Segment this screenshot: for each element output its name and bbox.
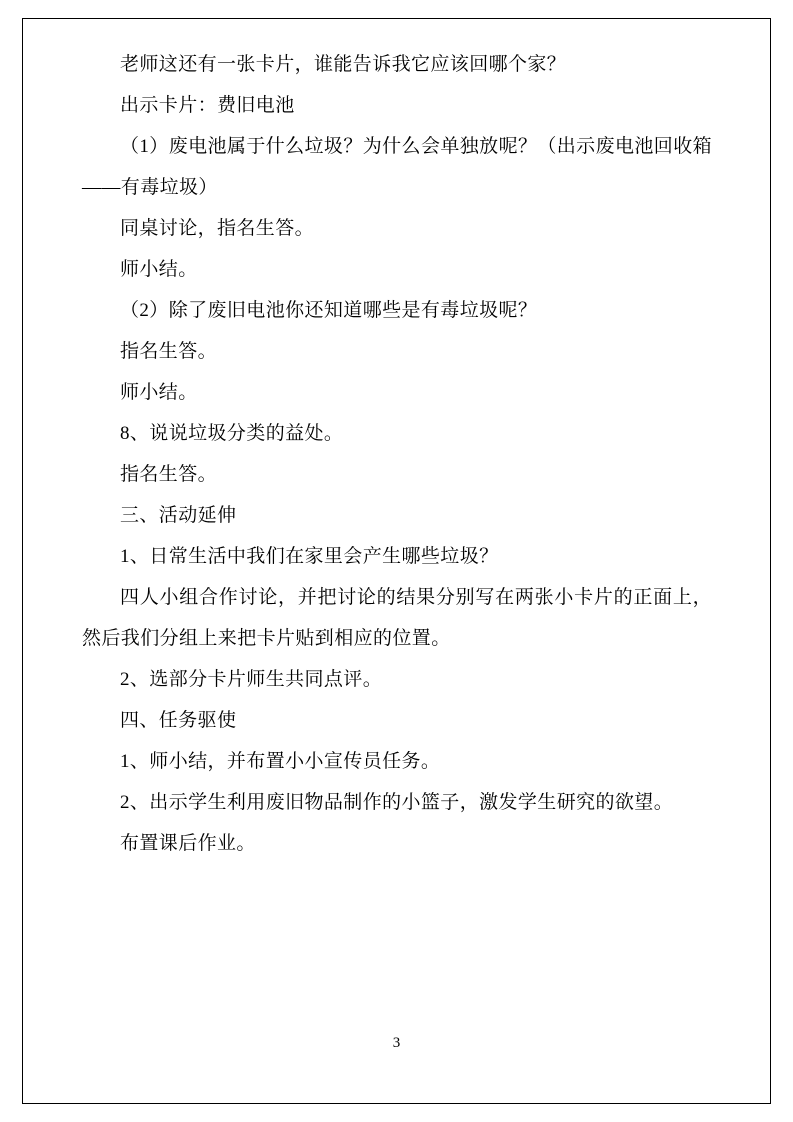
- paragraph: 1、日常生活中我们在家里会产生哪些垃圾？: [120, 546, 499, 567]
- paragraph: 1、师小结，并布置小小宣传员任务。: [120, 751, 441, 772]
- paragraph: 8、说说垃圾分类的益处。: [120, 423, 344, 444]
- paragraph: 师小结。: [120, 259, 198, 280]
- paragraph: 指名生答。: [120, 464, 218, 485]
- section-heading: 四、任务驱使: [120, 710, 237, 731]
- paragraph: 2、出示学生利用废旧物品制作的小篮子，激发学生研究的欲望。: [120, 792, 674, 813]
- section-heading: 三、活动延伸: [120, 505, 237, 526]
- paragraph: 指名生答。: [120, 341, 218, 362]
- paragraph: 布置课后作业。: [120, 833, 256, 854]
- paragraph: 师小结。: [120, 382, 198, 403]
- paragraph: 四人小组合作讨论，并把讨论的结果分别写在两张小卡片的正面上，然后我们分组上来把卡片贴到相应的位置。: [82, 587, 712, 649]
- page-number: 3: [392, 1035, 401, 1051]
- paragraph: （2）除了废旧电池你还知道哪些是有毒垃圾呢？: [120, 300, 538, 321]
- paragraph: 老师这还有一张卡片，谁能告诉我它应该回哪个家？: [120, 54, 567, 75]
- paragraph: 出示卡片：费旧电池: [120, 95, 295, 116]
- document-body: [82, 44, 712, 864]
- paragraph: 2、选部分卡片师生共同点评。: [120, 669, 383, 690]
- paragraph: 同桌讨论，指名生答。: [120, 218, 315, 239]
- paragraph: （1）废电池属于什么垃圾？为什么会单独放呢？（出示废电池回收箱——有毒垃圾）: [82, 136, 712, 198]
